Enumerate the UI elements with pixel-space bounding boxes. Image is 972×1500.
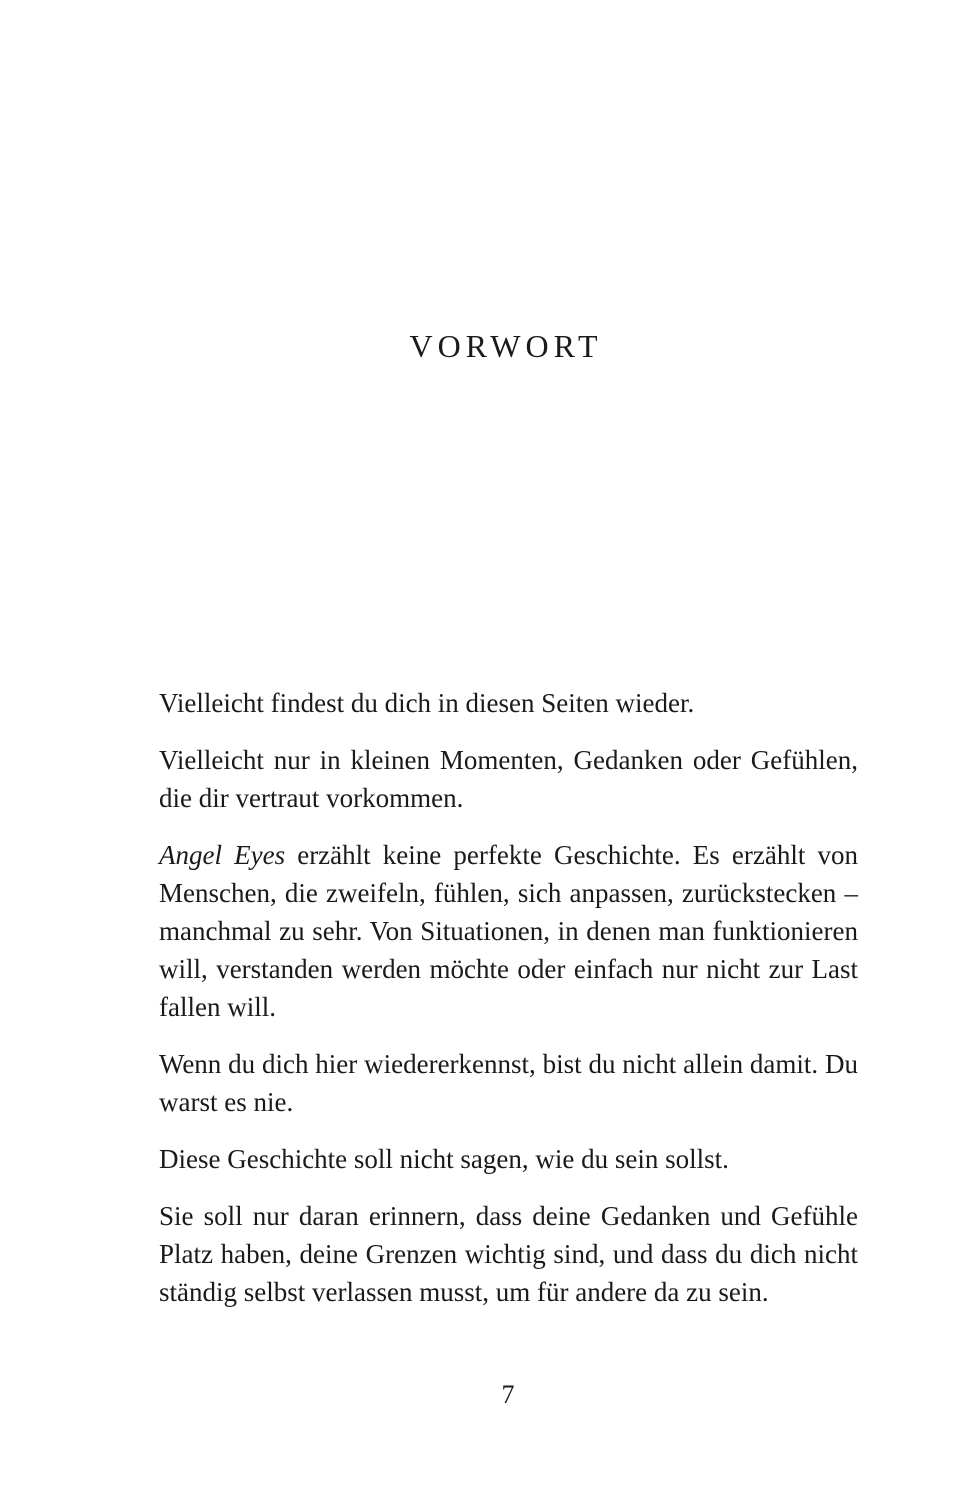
- paragraph-3: [159, 836, 858, 1026]
- book-title-emphasis: Angel Eyes: [159, 840, 286, 870]
- paragraph-2: Vielleicht nur in kleinen Momenten, Gedanken oder Gefühlen, die dir vertraut vorkommen.: [159, 745, 858, 813]
- paragraph-5: Diese Geschichte soll nicht sagen, wie du sein sollst.: [159, 1144, 729, 1174]
- paragraph-1: Vielleicht findest du dich in diesen Seiten wieder.: [159, 688, 695, 718]
- paragraph-3-text: erzählt keine perfekte Geschichte. Es erzählt von Menschen, die zweifeln, fühlen, sich anpassen, zurückstecken – manchmal zu sehr. Von Situationen, in denen man funktionieren will, verstanden werden möchte oder einfach nur nicht zur Last fallen will.: [159, 840, 858, 1022]
- paragraph-6: Sie soll nur daran erinnern, dass deine Gedanken und Gefühle Platz haben, deine Grenzen wichtig sind, und dass du dich nicht ständig selbst verlassen musst, um für andere da zu sein.: [159, 1201, 858, 1307]
- page-number: 7: [501, 1380, 515, 1409]
- chapter-title: VORWORT: [409, 328, 603, 364]
- body-text: [159, 684, 858, 1330]
- paragraph-4: Wenn du dich hier wiedererkennst, bist du nicht allein damit. Du warst es nie.: [159, 1049, 858, 1117]
